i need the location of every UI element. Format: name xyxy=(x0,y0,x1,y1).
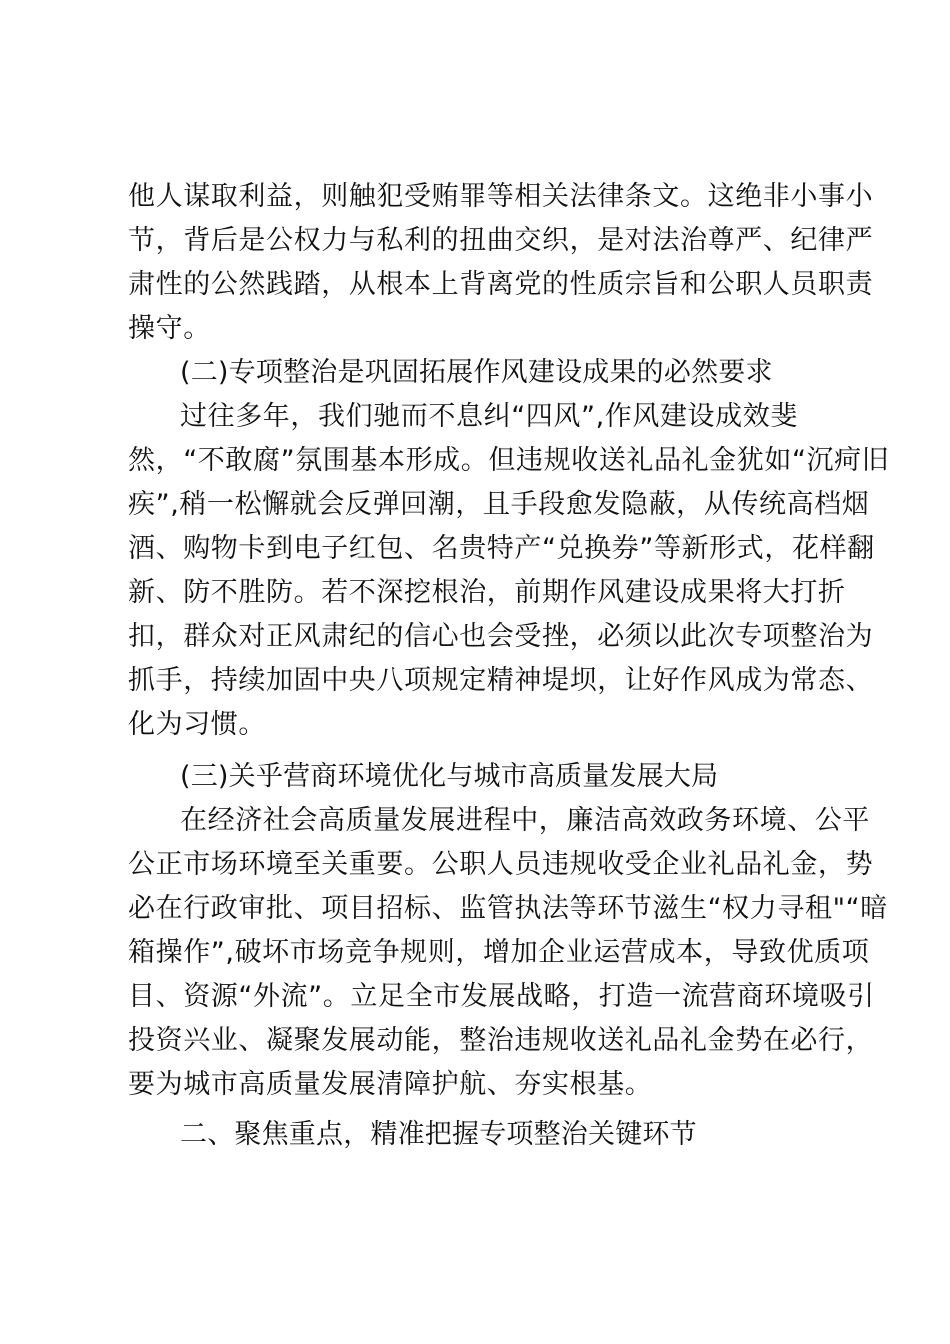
body-text-line: 他人谋取利益，则触犯受贿罪等相关法律条文。这绝非小事小 xyxy=(128,181,874,212)
body-text-line: 操守。 xyxy=(128,313,211,344)
body-text-line: 抓手，持续加固中央八项规定精神堤坝，让好作风成为常态、 xyxy=(128,665,874,696)
chapter-heading: 二、聚焦重点，精准把握专项整治关键环节 xyxy=(180,1119,697,1150)
body-text-line: 必在行政审批、项目招标、监管执法等环节滋生“权力寻租"“暗 xyxy=(128,893,888,924)
body-text-line: 然，“不敢腐”氛围基本形成。但违规收送礼品礼金犹如“沉疴旧 xyxy=(128,445,890,476)
body-text-line: 目、资源“外流”。立足全市发展战略，打造一流营商环境吸引 xyxy=(128,981,875,1012)
section-heading: (二)专项整治是巩固拓展作风建设成果的必然要求 xyxy=(180,357,773,388)
body-text-line: 公正市场环境至关重要。公职人员违规收受企业礼品礼金，势 xyxy=(128,849,874,880)
body-text-line: 疾”,稍一松懈就会反弹回潮，且手段愈发隐蔽，从传统高档烟 xyxy=(128,489,870,520)
body-text-line: 酒、购物卡到电子红包、名贵特产“兑换券”等新形式，花样翻 xyxy=(128,533,875,564)
body-text-line: 过往多年，我们驰而不息纠“四风”,作风建设成效斐 xyxy=(180,401,798,432)
body-text-line: 新、防不胜防。若不深挖根治，前期作风建设成果将大打折 xyxy=(128,577,846,608)
body-text-line: 箱操作”,破坏市场竞争规则，增加企业运营成本，导致优质项 xyxy=(128,937,870,968)
body-text-line: 在经济社会高质量发展进程中，廉洁高效政务环境、公平 xyxy=(180,805,870,836)
body-text-line: 投资兴业、凝聚发展动能，整治违规收送礼品礼金势在必行， xyxy=(128,1025,874,1056)
section-heading: (三)关乎营商环境优化与城市高质量发展大局 xyxy=(180,761,719,792)
body-text-line: 要为城市高质量发展清障护航、夯实根基。 xyxy=(128,1069,653,1100)
body-text-line: 扣，群众对正风肃纪的信心也会受挫，必须以此次专项整治为 xyxy=(128,621,874,652)
body-text-line: 节，背后是公权力与私利的扭曲交织，是对法治尊严、纪律严 xyxy=(128,225,874,256)
body-text-line: 肃性的公然践踏，从根本上背离党的性质宗旨和公职人员职责 xyxy=(128,269,874,300)
body-text-line: 化为习惯。 xyxy=(128,709,266,740)
